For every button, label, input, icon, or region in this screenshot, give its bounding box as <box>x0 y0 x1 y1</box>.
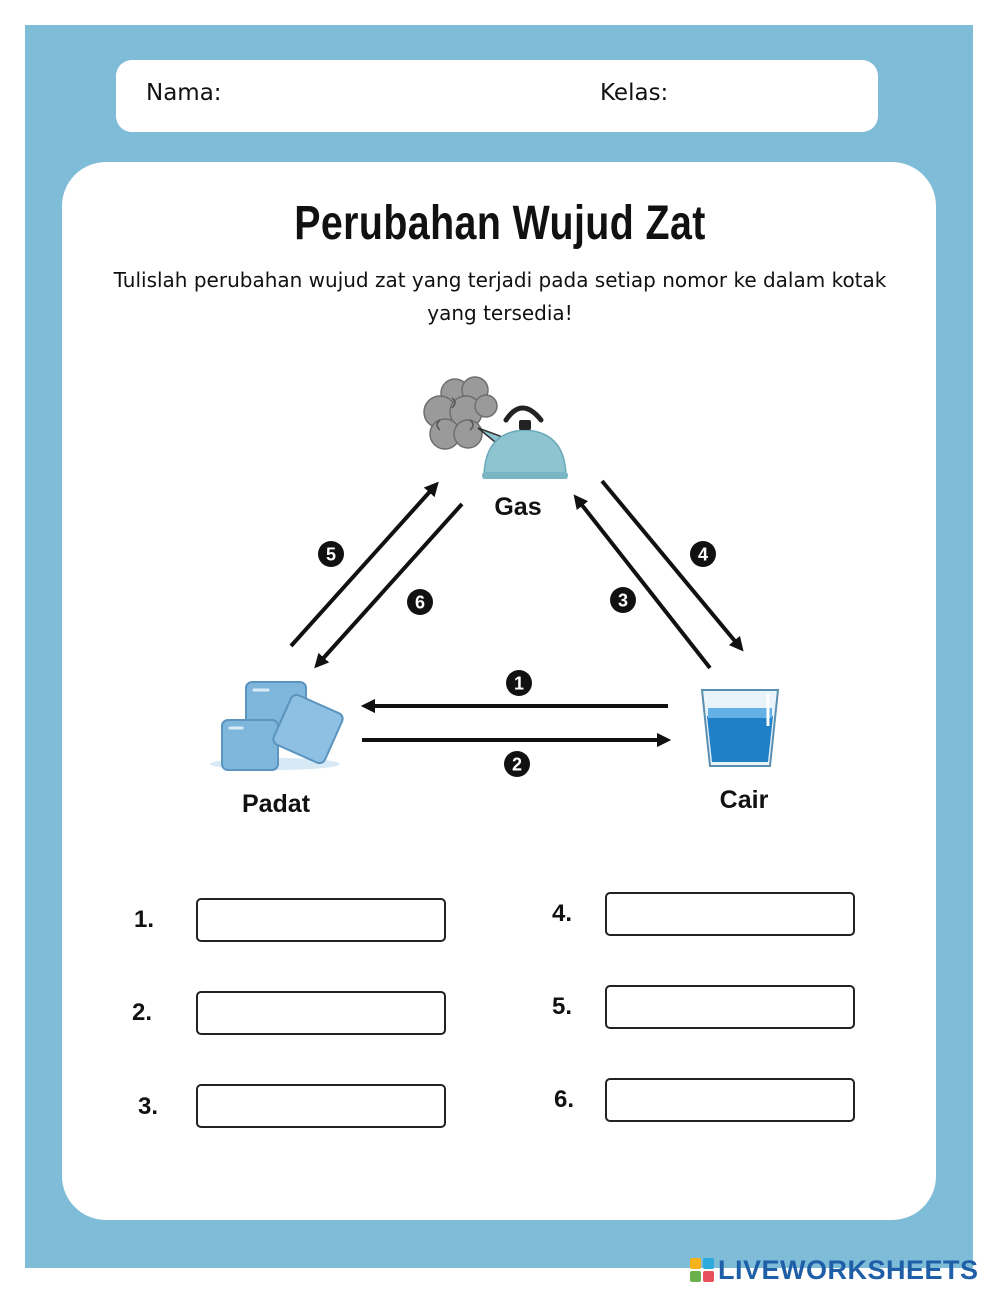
water-glass-icon <box>702 690 778 766</box>
svg-text:4: 4 <box>697 544 709 565</box>
arrow-3 <box>578 500 710 668</box>
liquid-label: Cair <box>719 786 769 814</box>
solid-label: Padat <box>241 790 311 818</box>
name-label: Nama: <box>146 80 222 106</box>
svg-text:6: 6 <box>414 592 426 613</box>
step-badge-2 <box>504 751 530 777</box>
step-badge-3 <box>610 587 636 613</box>
arrow-5 <box>291 487 434 646</box>
answer-label-3: 3. <box>138 1093 159 1120</box>
svg-text:3: 3 <box>617 590 629 611</box>
answer-label-6: 6. <box>554 1086 575 1113</box>
kettle-steam-icon <box>424 377 568 479</box>
svg-text:1: 1 <box>513 673 525 694</box>
step-badge-6 <box>407 589 433 615</box>
liveworksheets-watermark <box>690 1254 979 1286</box>
answer-label-5: 5. <box>552 993 573 1020</box>
answer-input-4[interactable] <box>605 892 855 936</box>
gas-label: Gas <box>494 493 542 521</box>
class-label: Kelas: <box>600 80 669 106</box>
step-badge-1 <box>506 670 532 696</box>
ice-cubes-icon <box>210 682 345 770</box>
answer-input-2[interactable] <box>196 991 446 1035</box>
worksheet-instruction: Tulislah perubahan wujud zat yang terjadi pada setiap nomor ke dalam kotak yang tersedia! <box>113 268 887 325</box>
answer-label-4: 4. <box>552 900 573 927</box>
worksheet-title: Perubahan Wujud Zat <box>294 197 706 250</box>
arrow-4 <box>602 481 739 646</box>
liveworksheets-logo-icon <box>690 1258 714 1282</box>
answer-label-2: 2. <box>132 999 153 1026</box>
watermark-text: LIVEWORKSHEETS <box>718 1254 979 1285</box>
answer-label-1: 1. <box>134 906 155 933</box>
step-badge-4 <box>690 541 716 567</box>
svg-text:2: 2 <box>511 754 523 775</box>
answer-input-3[interactable] <box>196 1084 446 1128</box>
arrow-6 <box>319 504 462 663</box>
answer-input-1[interactable] <box>196 898 446 942</box>
svg-text:5: 5 <box>325 544 337 565</box>
step-badge-5 <box>318 541 344 567</box>
answer-input-5[interactable] <box>605 985 855 1029</box>
answer-input-6[interactable] <box>605 1078 855 1122</box>
